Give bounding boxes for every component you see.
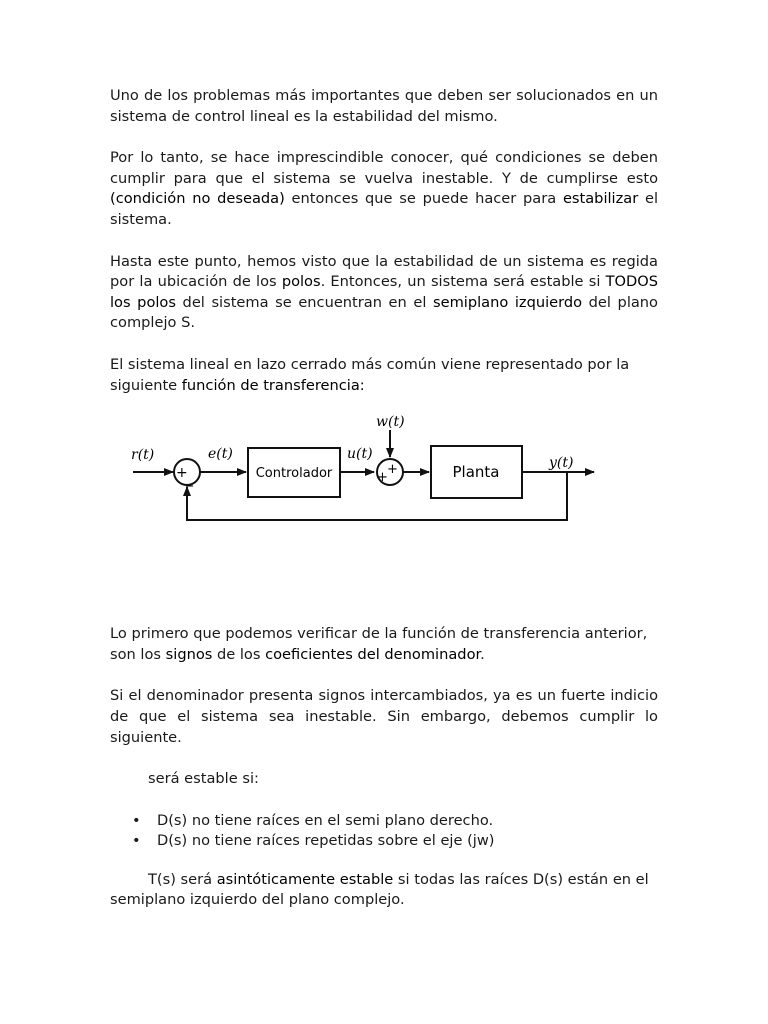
block-diagram-svg <box>0 410 768 610</box>
bullet-glyph: • <box>132 811 141 829</box>
controller-label: Controlador <box>255 466 333 482</box>
paragraph-asymptotic <box>110 870 658 911</box>
block-diagram <box>0 410 768 610</box>
document-page <box>110 86 658 932</box>
sum2-plus-top: + <box>387 462 398 478</box>
list-item <box>110 811 658 832</box>
paragraph-intro-text: Uno de los problemas más importantes que deben ser solucionados en un sistema de control lineal es la estabilidad del mismo. <box>110 87 658 125</box>
paragraph-intro <box>110 86 658 127</box>
text-span: el sistema. <box>110 190 658 228</box>
text-span: del sistema se encuentran en el <box>175 293 433 311</box>
paragraph-signs-text: Si el denominador presenta signos intercambiados, ya es un fuerte indicio de que el sistema sea inestable. Sin embargo, debemos cumplir lo siguiente. <box>110 687 658 746</box>
list-item-text: D(s) no tiene raíces en el semi plano derecho. <box>157 811 494 829</box>
highlight-signos: signos <box>165 645 213 663</box>
paragraph-stable-if <box>110 769 658 790</box>
label-e-t: e(t) <box>208 446 233 463</box>
label-u-t: u(t) <box>347 446 373 463</box>
spacer <box>110 610 658 624</box>
text-span: entonces que se puede hacer para <box>284 190 563 208</box>
paragraph-closed-loop <box>110 355 658 396</box>
highlight-coeficientes-del-denominador: coeficientes del denominador <box>265 645 481 663</box>
paragraph-conditions <box>110 148 658 230</box>
text-span: . <box>480 645 485 663</box>
sum1-minus-sign: _ <box>186 471 193 488</box>
text-span: del plano complejo S. <box>110 293 658 332</box>
highlight-semiplano-izquierdo: semiplano izquierdo <box>433 293 583 311</box>
text-span: . Entonces, un sistema será estable si <box>320 273 606 291</box>
label-y-t: y(t) <box>549 455 574 472</box>
text-span: Por lo tanto, se hace imprescindible conocer, qué condiciones se deben cumplir para que el sistema se vuelva inestable. Y de cumplirse esto <box>110 149 658 187</box>
text-span: de los <box>212 645 266 663</box>
label-r-t: r(t) <box>131 447 155 464</box>
paragraph-coefficients <box>110 624 658 665</box>
highlight-todos-los-polos: TODOS los polos <box>110 273 658 311</box>
highlight-asintoticamente-estable: asintóticamente estable <box>216 870 394 888</box>
highlight-estabilizar: estabilizar <box>562 190 639 208</box>
text-span: Hasta este punto, hemos visto que la estabilidad de un sistema es regida por la ubicación de los <box>110 252 658 291</box>
text-span: El sistema lineal en lazo cerrado más común viene representado por la siguiente <box>110 355 630 394</box>
plant-label: Planta <box>452 463 500 482</box>
text-span: T(s) será <box>148 870 217 888</box>
sum1-plus-sign: + <box>176 465 188 482</box>
list-item-text: D(s) no tiene raíces repetidas sobre el eje (jw) <box>157 832 495 850</box>
paragraph-poles <box>110 252 658 334</box>
text-span: si todas las raíces D(s) están en el semiplano izquierdo del plano complejo. <box>110 870 649 909</box>
highlight-funcion-de-transferencia: función de transferencia: <box>181 376 365 394</box>
text-span: Lo primero que podemos verificar de la función de transferencia anterior, son los <box>110 625 648 663</box>
sum2-plus-left: + <box>377 470 388 486</box>
list-item <box>110 831 658 852</box>
bullet-glyph: • <box>132 832 141 850</box>
conditions-list <box>110 811 658 852</box>
highlight-polos: polos <box>281 273 321 291</box>
paragraph-signs <box>110 686 658 748</box>
label-w-t: w(t) <box>376 414 405 431</box>
highlight-condicion-no-deseada: (condición no deseada) <box>110 190 285 208</box>
paragraph-stable-if-text: será estable si: <box>148 770 259 788</box>
